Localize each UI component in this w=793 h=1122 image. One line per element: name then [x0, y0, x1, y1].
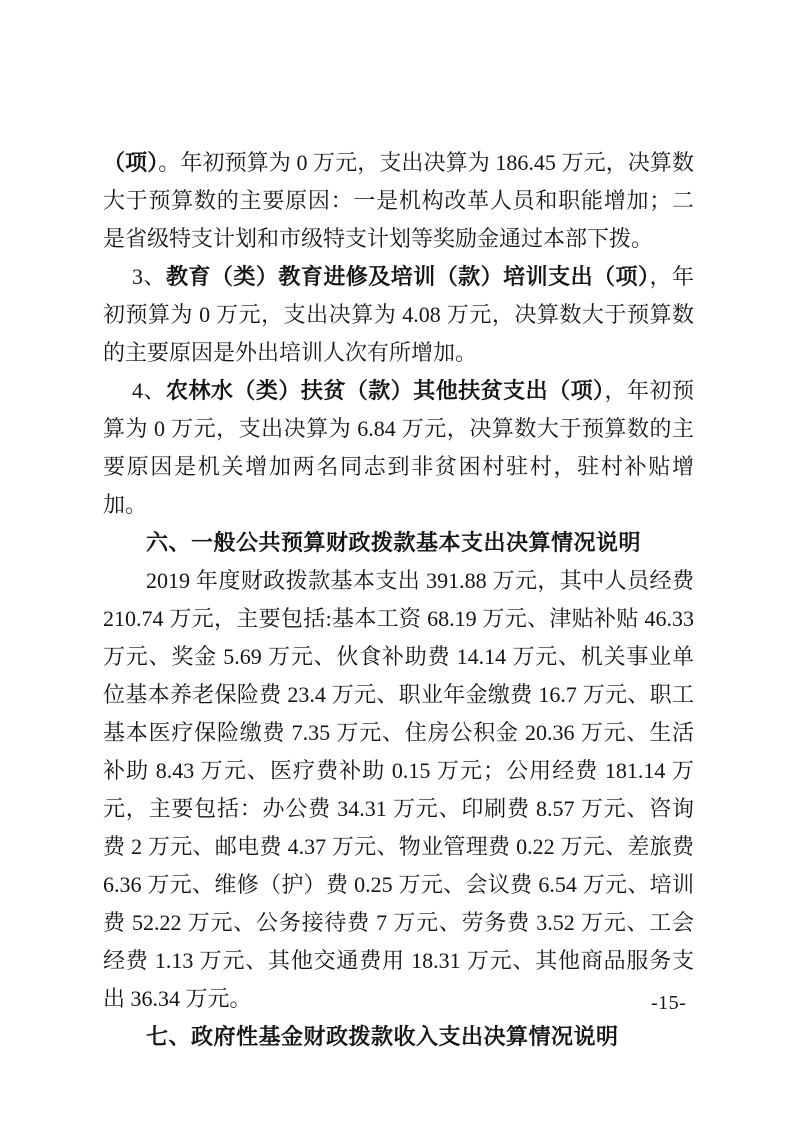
paragraph-carryover: [103, 144, 694, 258]
carryover-text: 。年初预算为 0 万元，支出决算为 186.45 万元，决算数大于预算数的主要原因：一是机构改革人员和职能增加；二是省级特支计划和市级特支计划等奖励金通过本部下拨。: [103, 150, 694, 251]
paragraph-item-4: [103, 372, 694, 524]
section-heading-6: 六、一般公共预算财政拨款基本支出决算情况说明: [146, 530, 642, 555]
item-4-number: 4、: [132, 378, 166, 403]
carryover-bold-lead: （项）: [103, 150, 159, 175]
item-3-number: 3、: [132, 264, 166, 289]
document-body: [103, 144, 694, 1056]
item-4-bold-title: 农林水（类）扶贫（款）其他扶贫支出（项）: [165, 378, 605, 403]
paragraph-section-6-body: 2019 年度财政拨款基本支出 391.88 万元，其中人员经费 210.74 万元，主要包括:基本工资 68.19 万元、津贴补贴 46.33 万元、奖金 5.69 万元、伙食补助费 14.14 万元、机关事业单位基本养老保险费 23.4 万元、职业年金缴费 16.7 万元、职工基本医疗保险缴费 7.35 万元、住房公积金 20.36 万元、生活补助 8.43 万元、医疗费补助 0.15 万元；公用经费 181.14 万元，主要包括：办公费 34.31 万元、印刷费 8.57 万元、咨询费 2 万元、邮电费 4.37 万元、物业管理费 0.22 万元、差旅费 6.36 万元、维修（护）费 0.25 万元、会议费 6.54 万元、培训费 52.22 万元、公务接待费 7 万元、劳务费 3.52 万元、工会经费 1.13 万元、其他交通费用 18.31 万元、其他商品服务支出 36.34 万元。: [103, 568, 694, 1011]
section-heading-7: 七、政府性基金财政拨款收入支出决算情况说明: [146, 1024, 619, 1049]
item-4-text: ，年初预算为 0 万元，支出决算为 6.84 万元，决算数大于预算数的主要原因是机关增加两名同志到非贫困村驻村，驻村补贴增加。: [103, 378, 694, 517]
page-number: -15-: [651, 992, 687, 1014]
item-3-bold-title: 教育（类）教育进修及培训（款）培训支出（项）: [165, 264, 650, 289]
item-3-text: ，年初预算为 0 万元，支出决算为 4.08 万元，决算数大于预算数的主要原因是外出培训人次有所增加。: [103, 264, 694, 365]
paragraph-item-3: [103, 258, 694, 372]
